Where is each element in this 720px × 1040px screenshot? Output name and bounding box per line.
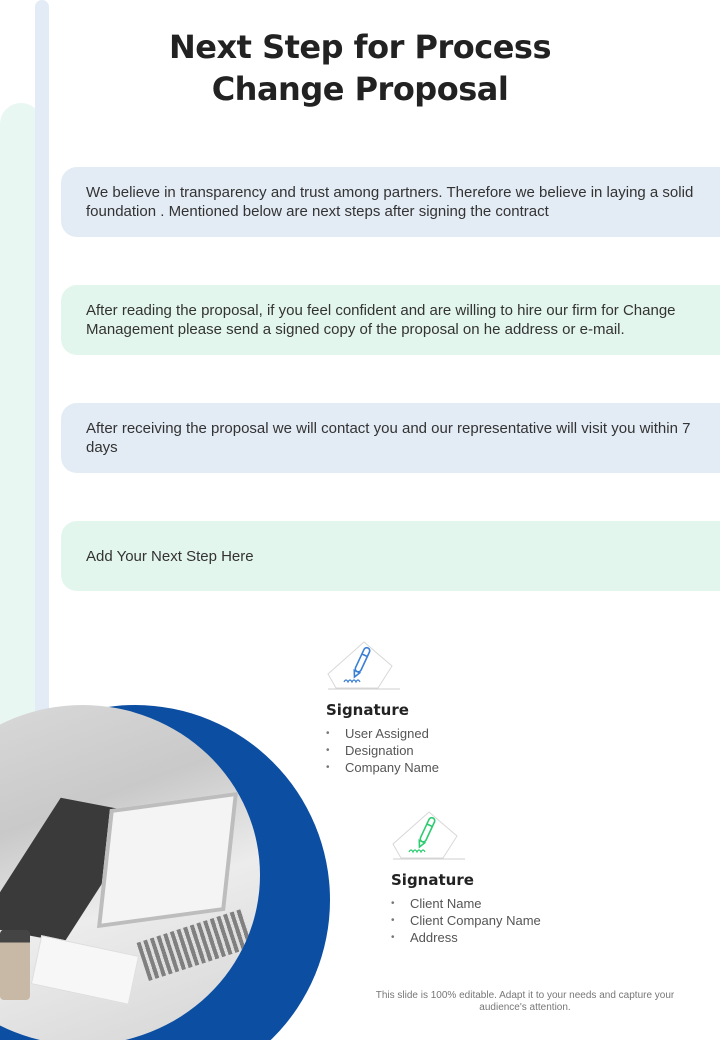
pen-signature-icon xyxy=(391,810,467,860)
signature-field: • Designation xyxy=(326,742,586,759)
signature-field: • Address xyxy=(391,929,651,946)
signature-field: • Client Company Name xyxy=(391,912,651,929)
signature-block-user xyxy=(326,640,586,776)
step-text: Add Your Next Step Here xyxy=(86,547,254,565)
step-card-4 xyxy=(61,521,720,591)
signature-field-list xyxy=(391,895,651,946)
step-card-1 xyxy=(61,167,720,237)
footer-line-2: audience's attention. xyxy=(479,1002,571,1013)
signature-field: • User Assigned xyxy=(326,725,586,742)
footer-line-1: This slide is 100% editable. Adapt it to your needs and capture your xyxy=(375,990,675,1001)
signature-field-list xyxy=(326,725,586,776)
page-title xyxy=(120,26,600,110)
step-text: After reading the proposal, if you feel confident and are willing to hire our firm for Change Management please send a signed copy of the proposal on he address or e-mail. xyxy=(86,302,676,338)
decorative-bar-blue xyxy=(35,0,49,730)
pen-signature-icon xyxy=(326,640,402,690)
step-card-2 xyxy=(61,285,720,355)
signature-block-client xyxy=(391,810,651,946)
step-text: We believe in transparency and trust among partners. Therefore we believe in laying a solid foundation . Mentioned below are next steps after signing the contract xyxy=(86,184,694,220)
signature-field: • Client Name xyxy=(391,895,651,912)
title-line-2: Change Proposal xyxy=(211,70,509,108)
signature-title: Signature xyxy=(326,701,409,719)
signature-title: Signature xyxy=(391,871,474,889)
step-text: After receiving the proposal we will contact you and our representative will visit you within 7 days xyxy=(86,420,691,456)
step-card-3 xyxy=(61,403,720,473)
signature-field: • Company Name xyxy=(326,759,586,776)
title-line-1: Next Step for Process xyxy=(169,28,551,66)
footer-note xyxy=(340,990,710,1014)
